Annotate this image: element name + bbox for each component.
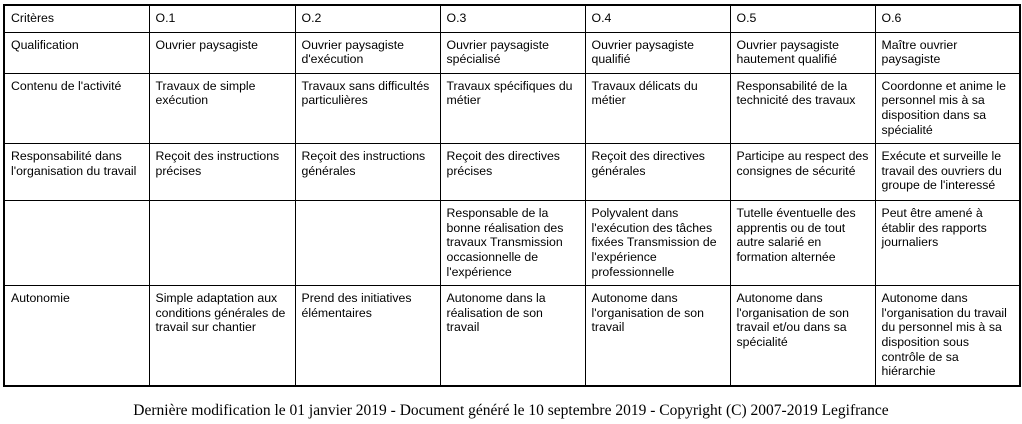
table-cell: Reçoit des instructions précises xyxy=(149,144,295,201)
table-cell: Ouvrier paysagiste d'exécution xyxy=(295,32,440,73)
table-cell: Autonome dans la réalisation de son travail xyxy=(440,286,585,386)
table-cell: Travaux de simple exécution xyxy=(149,73,295,143)
table-cell: Autonome dans l'organisation du travail du personnel mis à sa disposition sous contrôle de sa hiérarchie xyxy=(875,286,1020,386)
table-cell: Reçoit des instructions générales xyxy=(295,144,440,201)
column-header-o3: O.3 xyxy=(440,5,585,32)
table-cell: Autonome dans l'organisation de son travail xyxy=(585,286,730,386)
table-cell: Responsabilité de la technicité des travaux xyxy=(730,73,875,143)
table-cell: Maître ouvrier paysagiste xyxy=(875,32,1020,73)
table-cell: Peut être amené à établir des rapports journaliers xyxy=(875,201,1020,286)
table-cell: Polyvalent dans l'exécution des tâches fixées Transmission de l'expérience professionnelle xyxy=(585,201,730,286)
table-cell: Reçoit des directives générales xyxy=(585,144,730,201)
table-row xyxy=(4,201,1020,286)
table-row xyxy=(4,73,1020,143)
column-header-criteres: Critères xyxy=(4,5,149,32)
table-cell: Ouvrier paysagiste spécialisé xyxy=(440,32,585,73)
table-header-row xyxy=(4,5,1020,32)
table-cell: Prend des initiatives élémentaires xyxy=(295,286,440,386)
table-cell xyxy=(295,201,440,286)
table-cell: Responsable de la bonne réalisation des travaux Transmission occasionnelle de l'expérience xyxy=(440,201,585,286)
table-cell: Simple adaptation aux conditions générales de travail sur chantier xyxy=(149,286,295,386)
table-cell: Participe au respect des consignes de sécurité xyxy=(730,144,875,201)
row-label-contenu-activite: Contenu de l'activité xyxy=(4,73,149,143)
table-row xyxy=(4,286,1020,386)
table-cell: Travaux sans difficultés particulières xyxy=(295,73,440,143)
column-header-o4: O.4 xyxy=(585,5,730,32)
table-cell: Exécute et surveille le travail des ouvriers du groupe de l'interessé xyxy=(875,144,1020,201)
column-header-o5: O.5 xyxy=(730,5,875,32)
classification-table xyxy=(3,4,1021,387)
table-cell: Tutelle éventuelle des apprentis ou de tout autre salarié en formation alternée xyxy=(730,201,875,286)
row-label-qualification: Qualification xyxy=(4,32,149,73)
table-cell: Reçoit des directives précises xyxy=(440,144,585,201)
column-header-o6: O.6 xyxy=(875,5,1020,32)
table-cell: Ouvrier paysagiste xyxy=(149,32,295,73)
column-header-o1: O.1 xyxy=(149,5,295,32)
column-header-o2: O.2 xyxy=(295,5,440,32)
row-label-autonomie: Autonomie xyxy=(4,286,149,386)
table-row xyxy=(4,144,1020,201)
row-label-empty xyxy=(4,201,149,286)
table-cell: Travaux délicats du métier xyxy=(585,73,730,143)
table-cell: Ouvrier paysagiste qualifié xyxy=(585,32,730,73)
table-cell xyxy=(149,201,295,286)
table-cell: Travaux spécifiques du métier xyxy=(440,73,585,143)
table-row xyxy=(4,32,1020,73)
page-footer: Dernière modification le 01 janvier 2019 - Document généré le 10 septembre 2019 - Copyright (C) 2007-2019 Legifrance xyxy=(133,402,889,419)
table-cell: Ouvrier paysagiste hautement qualifié xyxy=(730,32,875,73)
row-label-responsabilite: Responsabilité dans l'organisation du travail xyxy=(4,144,149,201)
table-cell: Autonome dans l'organisation de son travail et/ou dans sa spécialité xyxy=(730,286,875,386)
table-cell: Coordonne et anime le personnel mis à sa disposition dans sa spécialité xyxy=(875,73,1020,143)
